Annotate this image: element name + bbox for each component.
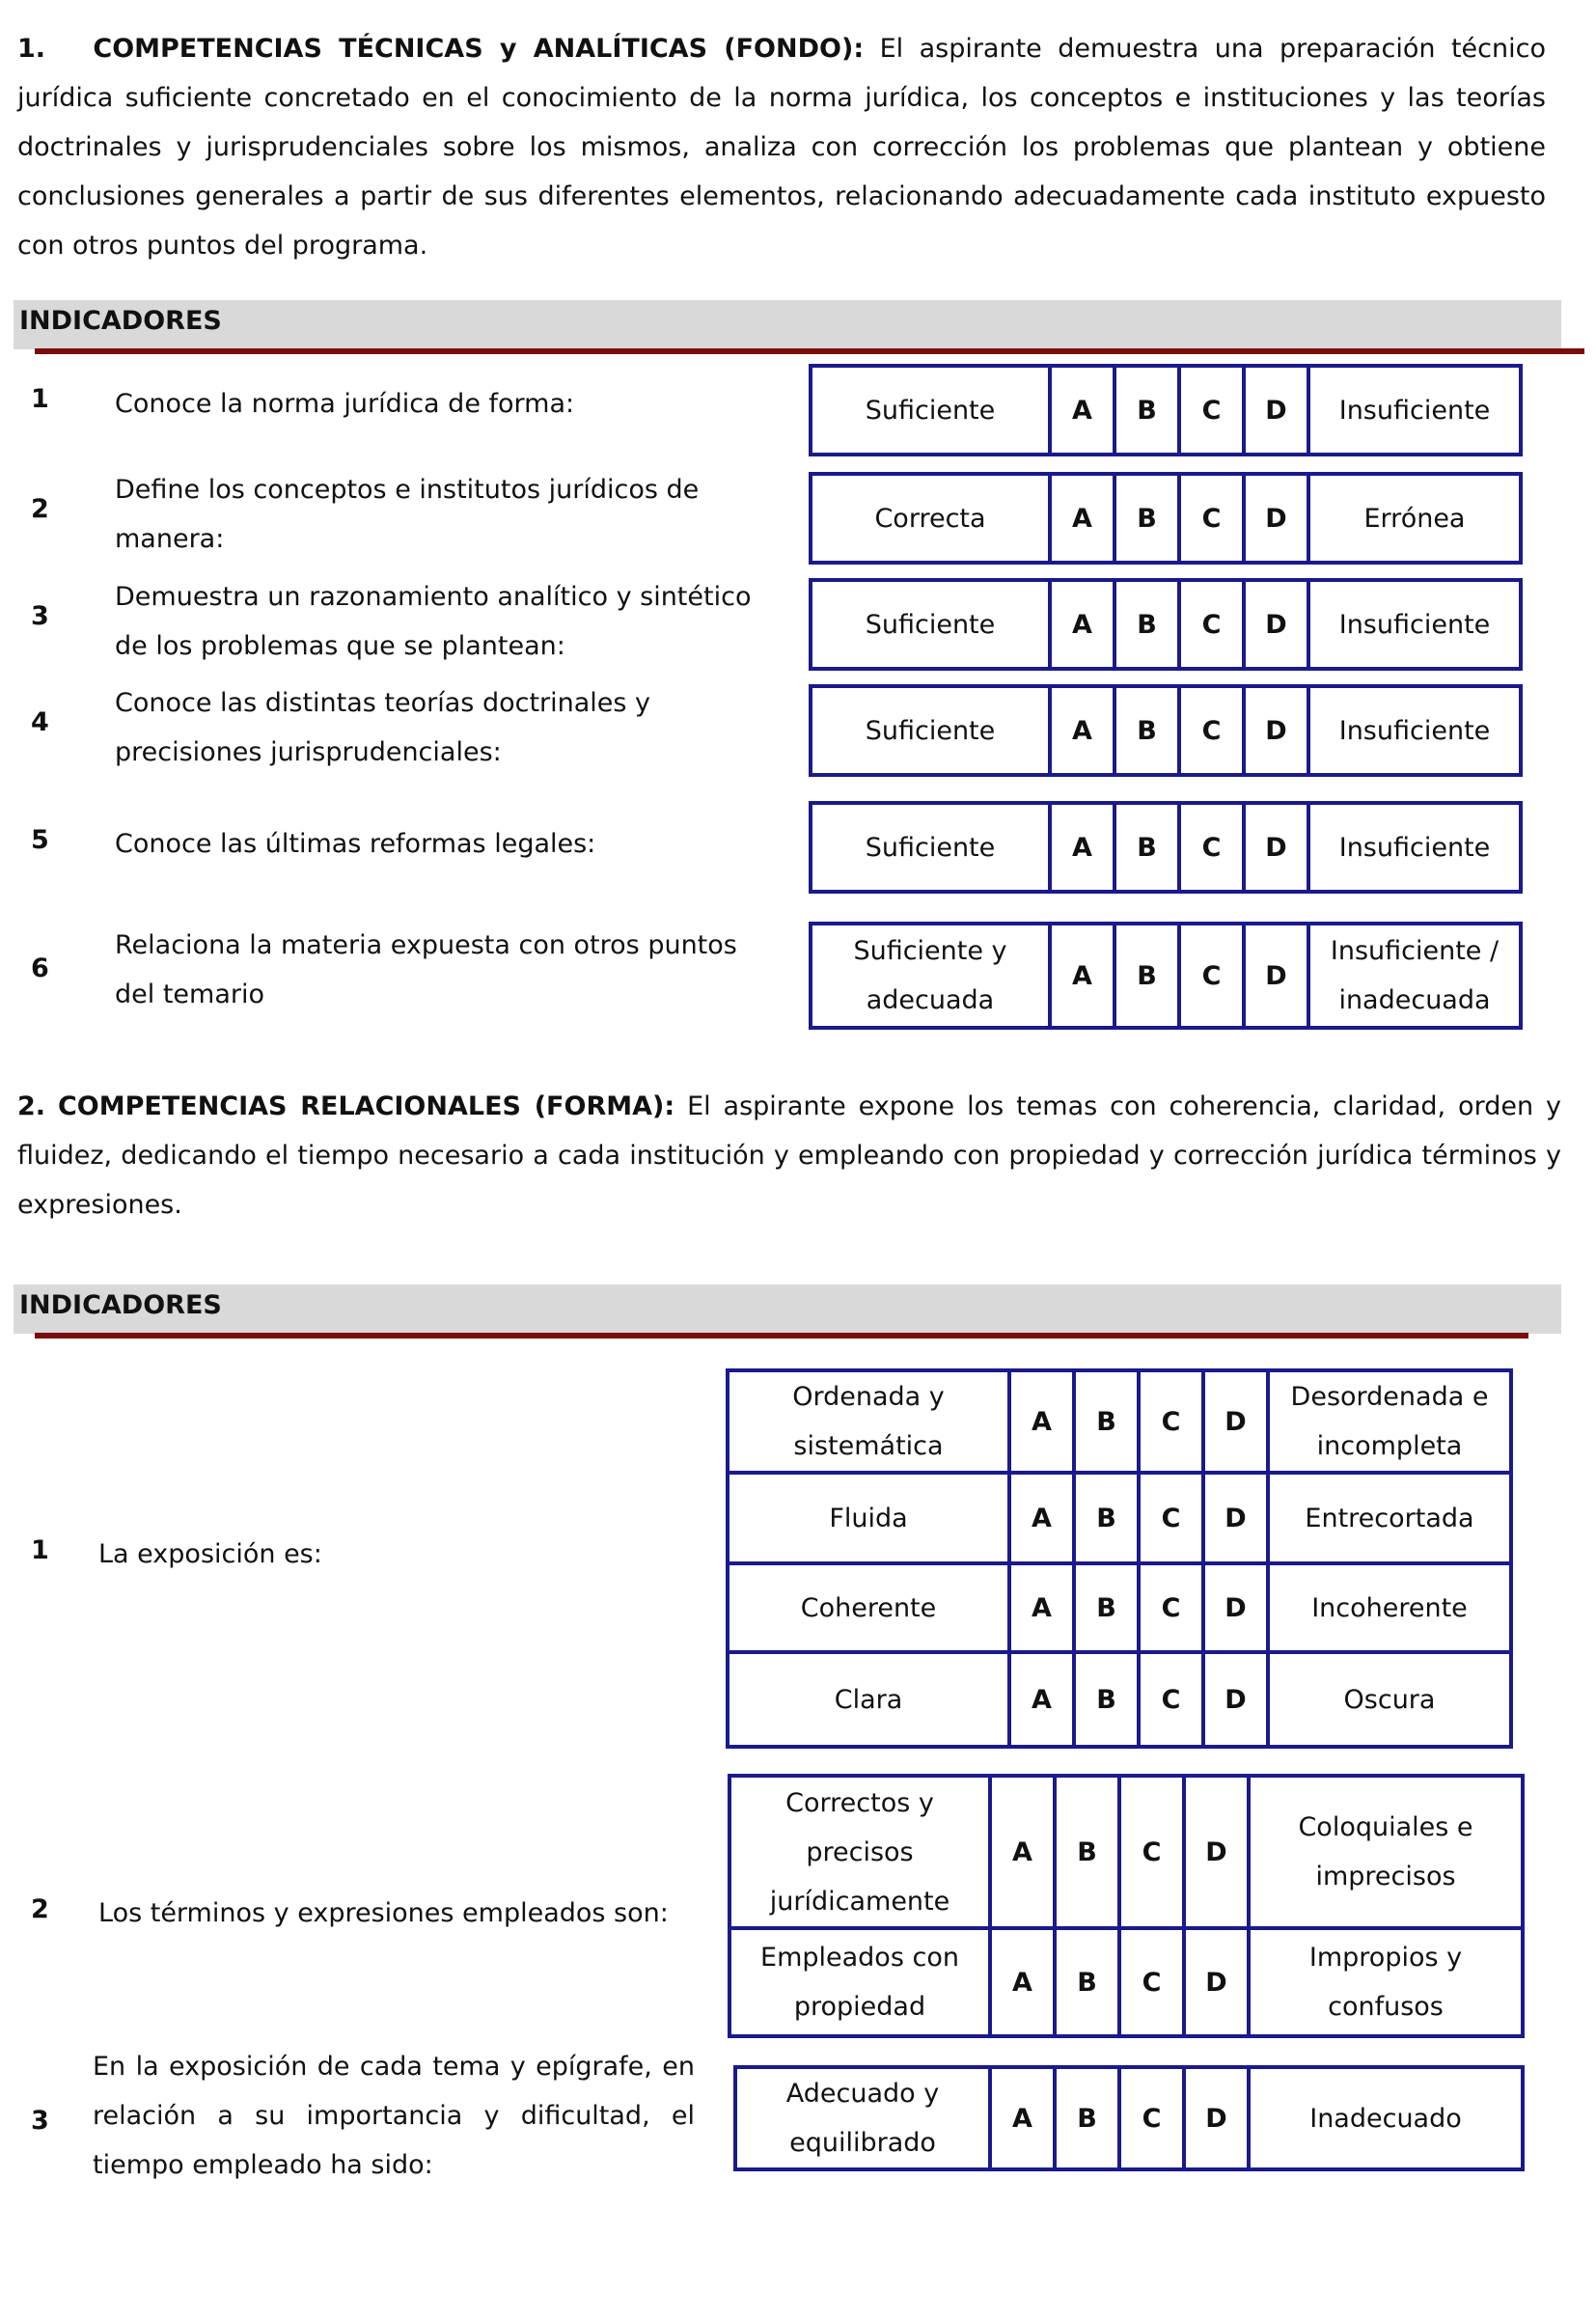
section2-indicators-band <box>14 1284 1561 1334</box>
scale-negative: Desordenada e incompleta <box>1268 1370 1511 1473</box>
scale-positive: Suficiente <box>811 803 1050 892</box>
grade-c-option[interactable]: C <box>1139 1473 1203 1563</box>
section1-indicators-band <box>14 300 1561 349</box>
grade-c-option[interactable]: C <box>1119 1928 1184 2036</box>
s1-item-5-text: Conoce las últimas reformas legales: <box>115 829 596 859</box>
s1-item-3-number: 3 <box>31 601 49 631</box>
scale-positive: Empleados con propiedad <box>729 1928 990 2036</box>
s2-item-2-number: 2 <box>31 1894 49 1924</box>
grade-b-option[interactable]: B <box>1074 1370 1139 1473</box>
scale-negative: Insuficiente <box>1308 580 1521 669</box>
grade-d-option[interactable]: D <box>1244 924 1308 1028</box>
scale-positive: Clara <box>728 1652 1009 1747</box>
s1-item-5-number: 5 <box>31 825 49 855</box>
scale-positive: Suficiente <box>811 580 1050 669</box>
grade-d-option[interactable]: D <box>1184 1928 1249 2036</box>
scale-negative: Oscura <box>1268 1652 1511 1747</box>
scale-positive: Coherente <box>728 1563 1009 1652</box>
grade-c-option[interactable]: C <box>1119 2067 1184 2169</box>
grade-a-option[interactable]: A <box>1050 580 1114 669</box>
scale-negative: Coloquiales e imprecisos <box>1249 1776 1523 1928</box>
section1-divider <box>35 348 1584 354</box>
grade-b-option[interactable]: B <box>1114 366 1179 455</box>
grade-d-option[interactable]: D <box>1244 686 1308 775</box>
scale-negative: Errónea <box>1308 474 1521 563</box>
grade-b-option[interactable]: B <box>1055 1776 1119 1928</box>
grade-a-option[interactable]: A <box>1009 1473 1074 1563</box>
s1-item-2-scale <box>809 472 1523 565</box>
grade-c-option[interactable]: C <box>1119 1776 1184 1928</box>
grade-d-option[interactable]: D <box>1244 580 1308 669</box>
s1-item-4-number: 4 <box>31 707 49 737</box>
section2-divider <box>35 1333 1528 1339</box>
s1-item-6-text: Relaciona la materia expuesta con otros puntos del temario <box>115 930 737 1009</box>
section1-number: 1. <box>17 34 46 64</box>
grade-c-option[interactable]: C <box>1179 686 1244 775</box>
grade-d-option[interactable]: D <box>1203 1652 1268 1747</box>
section1-indicators-label: INDICADORES <box>19 306 222 336</box>
s1-item-4-scale <box>809 684 1523 777</box>
grade-a-option[interactable]: A <box>1009 1370 1074 1473</box>
grade-d-option[interactable]: D <box>1244 366 1308 455</box>
grade-c-option[interactable]: C <box>1139 1370 1203 1473</box>
section1-title: COMPETENCIAS TÉCNICAS y ANALÍTICAS (FONDO): <box>93 34 865 64</box>
scale-negative: Inadecuado <box>1249 2067 1523 2169</box>
grade-d-option[interactable]: D <box>1203 1370 1268 1473</box>
grade-b-option[interactable]: B <box>1114 474 1179 563</box>
grade-a-option[interactable]: A <box>990 1776 1055 1928</box>
grade-c-option[interactable]: C <box>1139 1652 1203 1747</box>
scale-positive: Suficiente y adecuada <box>811 924 1050 1028</box>
grade-b-option[interactable]: B <box>1074 1652 1139 1747</box>
s2-item-1-scale <box>726 1368 1513 1749</box>
grade-b-option[interactable]: B <box>1114 686 1179 775</box>
scale-negative: Impropios y confusos <box>1249 1928 1523 2036</box>
s2-item-1-text: La exposición es: <box>98 1539 322 1569</box>
grade-b-option[interactable]: B <box>1074 1563 1139 1652</box>
scale-positive: Ordenada y sistemática <box>728 1370 1009 1473</box>
grade-d-option[interactable]: D <box>1184 1776 1249 1928</box>
section1-paragraph <box>17 24 1546 270</box>
grade-c-option[interactable]: C <box>1179 924 1244 1028</box>
grade-c-option[interactable]: C <box>1139 1563 1203 1652</box>
section2-text: El aspirante expone los temas con coherencia, claridad, orden y fluidez, dedicando el tiempo necesario a cada institución y empleando con propiedad y corrección jurídica términos y expresiones. <box>17 1091 1561 1220</box>
grade-b-option[interactable]: B <box>1055 2067 1119 2169</box>
grade-a-option[interactable]: A <box>1050 686 1114 775</box>
grade-a-option[interactable]: A <box>1009 1652 1074 1747</box>
s2-item-1-number: 1 <box>31 1535 49 1565</box>
grade-a-option[interactable]: A <box>1050 924 1114 1028</box>
s1-item-4-text: Conoce las distintas teorías doctrinales y precisiones jurisprudenciales: <box>115 688 651 767</box>
grade-a-option[interactable]: A <box>1050 366 1114 455</box>
grade-d-option[interactable]: D <box>1203 1473 1268 1563</box>
s1-item-2-number: 2 <box>31 494 49 524</box>
grade-a-option[interactable]: A <box>1009 1563 1074 1652</box>
s1-item-3-scale <box>809 578 1523 671</box>
scale-negative: Insuficiente <box>1308 803 1521 892</box>
scale-negative: Insuficiente <box>1308 366 1521 455</box>
grade-b-option[interactable]: B <box>1055 1928 1119 2036</box>
scale-negative: Entrecortada <box>1268 1473 1511 1563</box>
section2-title: COMPETENCIAS RELACIONALES (FORMA): <box>57 1091 675 1121</box>
scale-negative: Incoherente <box>1268 1563 1511 1652</box>
s1-item-1-number: 1 <box>31 384 49 414</box>
grade-c-option[interactable]: C <box>1179 803 1244 892</box>
grade-c-option[interactable]: C <box>1179 366 1244 455</box>
s2-item-2-scale <box>728 1774 1525 2038</box>
s2-item-3-number: 3 <box>31 2106 49 2136</box>
s1-item-1-text: Conoce la norma jurídica de forma: <box>115 389 575 419</box>
scale-positive: Suficiente <box>811 686 1050 775</box>
section2-number: 2. <box>17 1091 46 1121</box>
grade-d-option[interactable]: D <box>1244 474 1308 563</box>
s1-item-2-text: Define los conceptos e institutos jurídicos de manera: <box>115 475 700 554</box>
scale-negative: Insuficiente / inadecuada <box>1308 924 1521 1028</box>
grade-b-option[interactable]: B <box>1074 1473 1139 1563</box>
section2-paragraph <box>17 1082 1561 1229</box>
scale-negative: Insuficiente <box>1308 686 1521 775</box>
scale-positive: Suficiente <box>811 366 1050 455</box>
grade-a-option[interactable]: A <box>1050 803 1114 892</box>
grade-b-option[interactable]: B <box>1114 803 1179 892</box>
grade-c-option[interactable]: C <box>1179 474 1244 563</box>
grade-d-option[interactable]: D <box>1184 2067 1249 2169</box>
grade-b-option[interactable]: B <box>1114 924 1179 1028</box>
grade-b-option[interactable]: B <box>1114 580 1179 669</box>
s1-item-3-text: Demuestra un razonamiento analítico y sintético de los problemas que se plantean: <box>115 582 752 661</box>
grade-d-option[interactable]: D <box>1244 803 1308 892</box>
section1-text: El aspirante demuestra una preparación técnico jurídica suficiente concretado en el conocimiento de la norma jurídica, los conceptos e instituciones y las teorías doctrinales y jurisprudenciales sobre los mismos, analiza con corrección los problemas que plantean y obtiene conclusiones generales a partir de sus diferentes elementos, relacionando adecuadamente cada instituto expuesto con otros puntos del programa. <box>17 34 1546 261</box>
s2-item-3-text: En la exposición de cada tema y epígrafe, en relación a su importancia y dificultad, el tiempo empleado ha sido: <box>93 2052 695 2180</box>
s2-item-2-text: Los términos y expresiones empleados son: <box>98 1898 669 1928</box>
scale-positive: Correctos y precisos jurídicamente <box>729 1776 990 1928</box>
grade-a-option[interactable]: A <box>990 1928 1055 2036</box>
s1-item-6-number: 6 <box>31 953 49 983</box>
s1-item-1-scale <box>809 364 1523 456</box>
scale-positive: Fluida <box>728 1473 1009 1563</box>
scale-positive: Correcta <box>811 474 1050 563</box>
grade-d-option[interactable]: D <box>1203 1563 1268 1652</box>
grade-a-option[interactable]: A <box>1050 474 1114 563</box>
s1-item-6-scale <box>809 922 1523 1030</box>
grade-c-option[interactable]: C <box>1179 580 1244 669</box>
grade-a-option[interactable]: A <box>990 2067 1055 2169</box>
section2-indicators-label: INDICADORES <box>19 1290 222 1320</box>
s1-item-5-scale <box>809 801 1523 894</box>
scale-positive: Adecuado y equilibrado <box>735 2067 990 2169</box>
s2-item-3-scale <box>733 2065 1525 2171</box>
